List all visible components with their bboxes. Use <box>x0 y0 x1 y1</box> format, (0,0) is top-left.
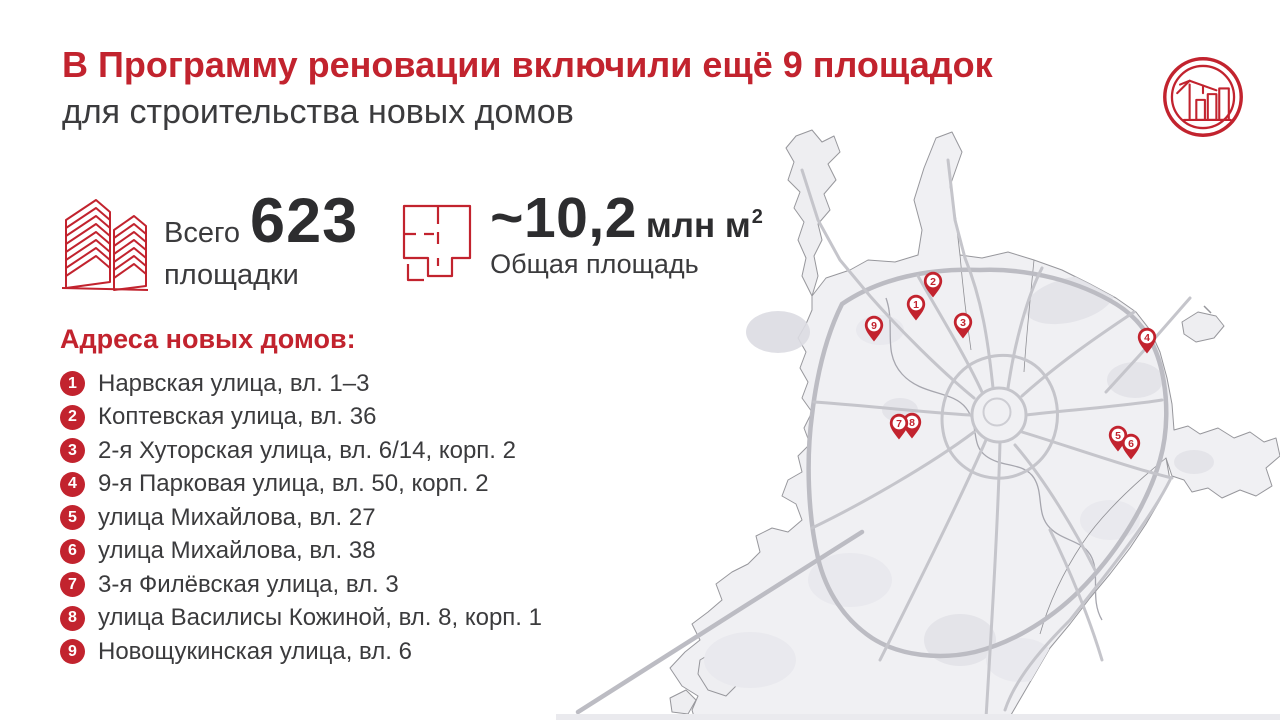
svg-text:8: 8 <box>909 417 915 429</box>
address-text: 2-я Хуторская улица, вл. 6/14, корп. 2 <box>98 436 516 464</box>
address-number-badge: 7 <box>60 572 85 597</box>
addresses-heading: Адреса новых домов: <box>60 324 356 354</box>
total-area-value: ~10,2 <box>490 186 637 250</box>
svg-text:3: 3 <box>960 317 966 329</box>
svg-text:1: 1 <box>913 299 919 311</box>
address-text: улица Михайлова, вл. 27 <box>98 503 376 531</box>
svg-text:6: 6 <box>1128 438 1134 450</box>
address-number-badge: 5 <box>60 505 85 530</box>
address-text: улица Василисы Кожиной, вл. 8, корп. 1 <box>98 604 542 632</box>
address-text: Новощукинская улица, вл. 6 <box>98 637 412 665</box>
addresses-list <box>60 367 542 669</box>
svg-text:2: 2 <box>930 276 936 288</box>
address-item-8 <box>60 602 542 636</box>
address-item-6 <box>60 535 542 569</box>
address-text: Нарвская улица, вл. 1–3 <box>98 369 370 397</box>
buildings-icon <box>58 190 150 294</box>
total-area-unit: млн $м^2$ <box>645 206 763 245</box>
address-item-4 <box>60 468 542 502</box>
total-sites-label: Всего <box>164 217 241 249</box>
address-item-7 <box>60 568 542 602</box>
total-area-stat <box>490 186 763 280</box>
svg-text:9: 9 <box>871 320 877 332</box>
svg-text:5: 5 <box>1115 430 1121 442</box>
svg-text:7: 7 <box>896 418 902 430</box>
address-text: Коптевская улица, вл. 36 <box>98 403 377 431</box>
address-item-1 <box>60 367 542 401</box>
address-number-badge: 2 <box>60 405 85 430</box>
total-sites-stat <box>164 186 359 292</box>
svg-text:4: 4 <box>1144 332 1150 344</box>
exclave-mark <box>1204 306 1211 313</box>
address-number-badge: 1 <box>60 371 85 396</box>
bottom-strip <box>556 714 1280 720</box>
address-number-badge: 6 <box>60 539 85 564</box>
summary-stats <box>58 186 763 294</box>
address-item-3 <box>60 434 542 468</box>
address-number-badge: 8 <box>60 606 85 631</box>
total-sites-label-2: площадки <box>164 259 299 291</box>
address-number-badge: 3 <box>60 438 85 463</box>
address-item-2 <box>60 401 542 435</box>
address-text: улица Михайлова, вл. 38 <box>98 537 376 565</box>
address-text: 9-я Парковая улица, вл. 50, корп. 2 <box>98 470 489 498</box>
total-sites-value: 623 <box>250 186 359 256</box>
floor-plan-icon <box>398 198 476 284</box>
page-title-highlight: В Программу реновации включили ещё 9 площадок <box>62 44 993 85</box>
page-title-subtitle: для строительства новых домов <box>62 93 574 131</box>
address-text: 3-я Филёвская улица, вл. 3 <box>98 570 399 598</box>
address-number-badge: 4 <box>60 472 85 497</box>
address-item-9 <box>60 635 542 669</box>
city-east-exclave <box>1182 312 1224 342</box>
address-item-5 <box>60 501 542 535</box>
construction-crane-logo-icon <box>1160 54 1246 140</box>
total-area-label: Общая площадь <box>490 249 699 279</box>
squared-sup: 2 <box>751 206 763 228</box>
addresses-section <box>60 324 542 669</box>
address-number-badge: 9 <box>60 639 85 664</box>
city-northwest-arm <box>786 130 840 296</box>
western-park-patch <box>746 311 810 353</box>
southeast-park-patch <box>1174 450 1214 474</box>
